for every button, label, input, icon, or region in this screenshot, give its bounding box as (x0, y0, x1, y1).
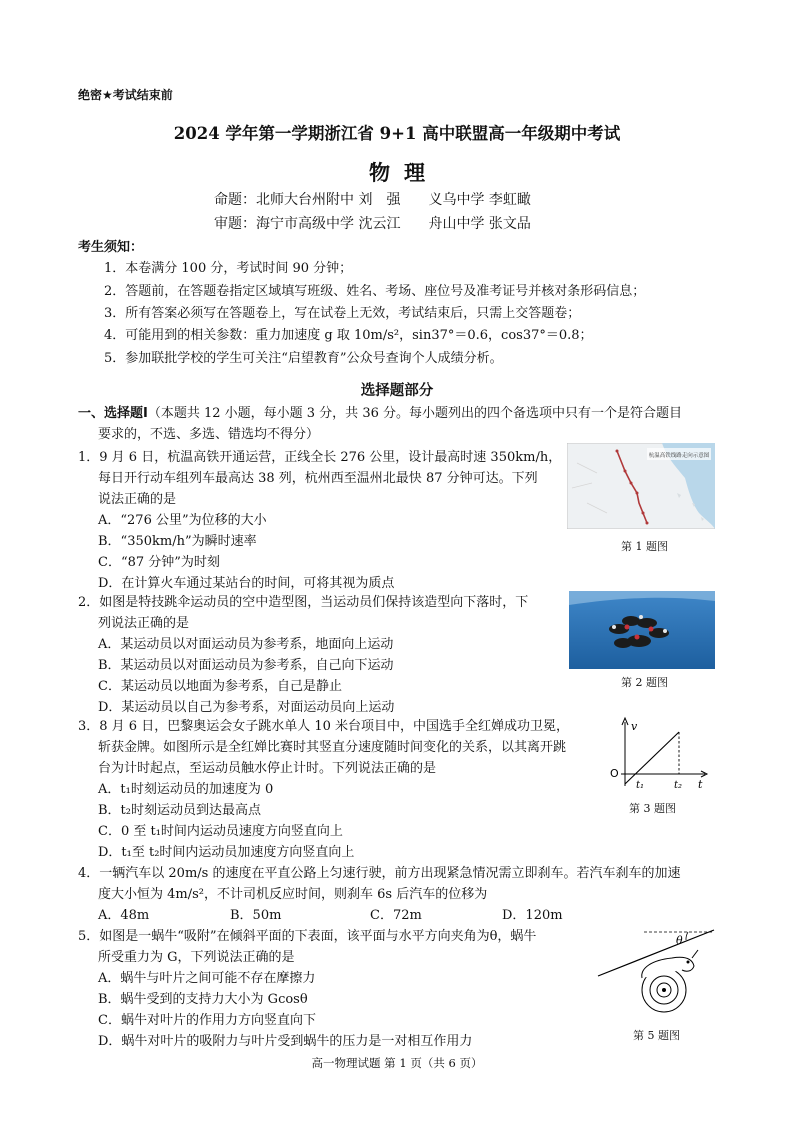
part-heading (78, 402, 682, 421)
q3-origin-label: O (610, 767, 619, 780)
q3-line: 台为计时起点，至运动员触水停止计时。下列说法正确的是 (98, 761, 437, 776)
q4-option-b: B．50m (230, 908, 282, 923)
notice-item: 3．所有答案必须写在答题卷上，写在试卷上无效，考试结束后，只需上交答题卷； (104, 306, 581, 321)
notice-item: 4．可能用到的相关参数：重力加速度 g 取 10m/s²，sin37°＝0.6，cos37°＝0.8； (104, 328, 593, 343)
q1-option-c: C．“87 分钟”为时刻 (98, 555, 220, 570)
q1-option-a: A．“276 公里”为位移的大小 (98, 513, 267, 528)
notice-item: 2．答题前，在答题卷指定区域填写班级、姓名、考场、座位号及准考证号并核对条形码信息； (104, 284, 646, 299)
exam-title: 2024 学年第一学期浙江省 9+1 高中联盟高一年级期中考试 (173, 124, 621, 143)
q2-line: 列说法正确的是 (98, 616, 190, 631)
q1-line: 说法正确的是 (98, 492, 177, 507)
q3-t-label: t (698, 778, 703, 791)
q3-line: 3．8 月 6 日，巴黎奥运会女子跳水单人 10 米台项目中，中国选手全红婵成功卫冕， (78, 719, 570, 734)
q3-t1-label: t₁ (636, 780, 645, 791)
q2-option-b: B．某运动员以对面运动员为参考系，自己向下运动 (98, 658, 394, 673)
q3-vt-graph (605, 716, 715, 794)
notice-heading: 考生须知： (78, 240, 144, 255)
author-line-1: 命题：北师大台州附中 刘 强 义乌中学 李虹瞰 (214, 192, 531, 208)
q1-caption: 第 1 题图 (621, 540, 668, 553)
q5-option-b: B．蜗牛受到的支持力大小为 Gcosθ (98, 992, 308, 1007)
author-line-2: 审题：海宁市高级中学 沈云江 舟山中学 张文品 (214, 216, 531, 232)
q5-option-d: D．蜗牛对叶片的吸附力与叶片受到蜗牛的压力是一对相互作用力 (98, 1034, 473, 1049)
q5-snail-figure (596, 920, 716, 1022)
q2-caption: 第 2 题图 (621, 676, 668, 689)
q4-option-c: C．72m (370, 908, 422, 923)
q3-v-label: v (631, 720, 638, 733)
part-label: 一、选择题Ⅰ (78, 406, 148, 421)
q1-line: 1．9 月 6 日，杭温高铁开通运营，正线全长 276 公里，设计最高时速 350km/h， (78, 450, 562, 465)
q4-line: 度大小恒为 4m/s²，不计司机反应时间，则刹车 6s 后汽车的位移为 (98, 887, 488, 902)
section-title: 选择题部分 (360, 383, 434, 399)
q3-option-d: D．t₁至 t₂时间内运动员加速度方向竖直向上 (98, 845, 355, 860)
q3-line: 斩获金牌。如图所示是全红婵比赛时其竖直分速度随时间变化的关系，以其离开跳 (98, 740, 567, 755)
part-desc-2: 要求的，不选、多选、错选均不得分） (98, 427, 320, 442)
q1-map-figure (567, 443, 715, 529)
q1-option-d: D．在计算火车通过某站台的时间，可将其视为质点 (98, 576, 395, 591)
q1-line: 每日开行动车组列车最高达 38 列，杭州西至温州北最快 87 分钟可达。下列 (98, 471, 538, 486)
q3-caption: 第 3 题图 (629, 802, 676, 815)
confidential-mark: 绝密★考试结束前 (78, 88, 173, 102)
q1-option-b: B．“350km/h”为瞬时速率 (98, 534, 257, 549)
q4-option-a: A．48m (98, 908, 150, 923)
q3-t2-label: t₂ (674, 780, 683, 791)
notice-item: 5．参加联批学校的学生可关注“启望教育”公众号查询个人成绩分析。 (104, 351, 503, 366)
q2-line: 2．如图是特技跳伞运动员的空中造型图，当运动员们保持该造型向下落时，下 (78, 595, 529, 610)
q2-option-a: A．某运动员以对面运动员为参考系，地面向上运动 (98, 637, 394, 652)
q5-line: 所受重力为 G，下列说法正确的是 (98, 950, 295, 965)
q2-skydiver-photo (569, 591, 715, 669)
q1-map-title: 杭温高铁线路走向示意图 (648, 453, 710, 459)
notice-item: 1．本卷满分 100 分，考试时间 90 分钟； (104, 261, 353, 276)
q3-option-b: B．t₂时刻运动员到达最高点 (98, 803, 261, 818)
q3-option-c: C．0 至 t₁时间内运动员速度方向竖直向上 (98, 824, 343, 839)
q2-option-c: C．某运动员以地面为参考系，自己是静止 (98, 679, 342, 694)
q5-option-c: C．蜗牛对叶片的作用力方向竖直向下 (98, 1013, 316, 1028)
q5-option-a: A．蜗牛与叶片之间可能不存在摩擦力 (98, 971, 316, 986)
part-desc: （本题共 12 小题，每小题 3 分，共 36 分。每小题列出的四个备选项中只有一个是符合题目 (147, 406, 682, 421)
q5-caption: 第 5 题图 (633, 1029, 680, 1042)
q5-line: 5．如图是一蜗牛“吸附”在倾斜平面的下表面，该平面与水平方向夹角为θ，蜗牛 (78, 929, 537, 944)
q4-line: 4．一辆汽车以 20m/s 的速度在平直公路上匀速行驶，前方出现紧急情况需立即刹车。若汽车刹车的加速 (78, 866, 681, 881)
q2-option-d: D．某运动员以自己为参考系，对面运动员向上运动 (98, 700, 395, 715)
page-footer: 高一物理试题 第 1 页（共 6 页） (311, 1056, 483, 1070)
q4-option-d: D．120m (502, 908, 563, 923)
subject-title: 物理 (369, 160, 439, 185)
q3-option-a: A．t₁时刻运动员的加速度为 0 (98, 782, 274, 797)
q5-theta-label: θ (676, 934, 683, 947)
